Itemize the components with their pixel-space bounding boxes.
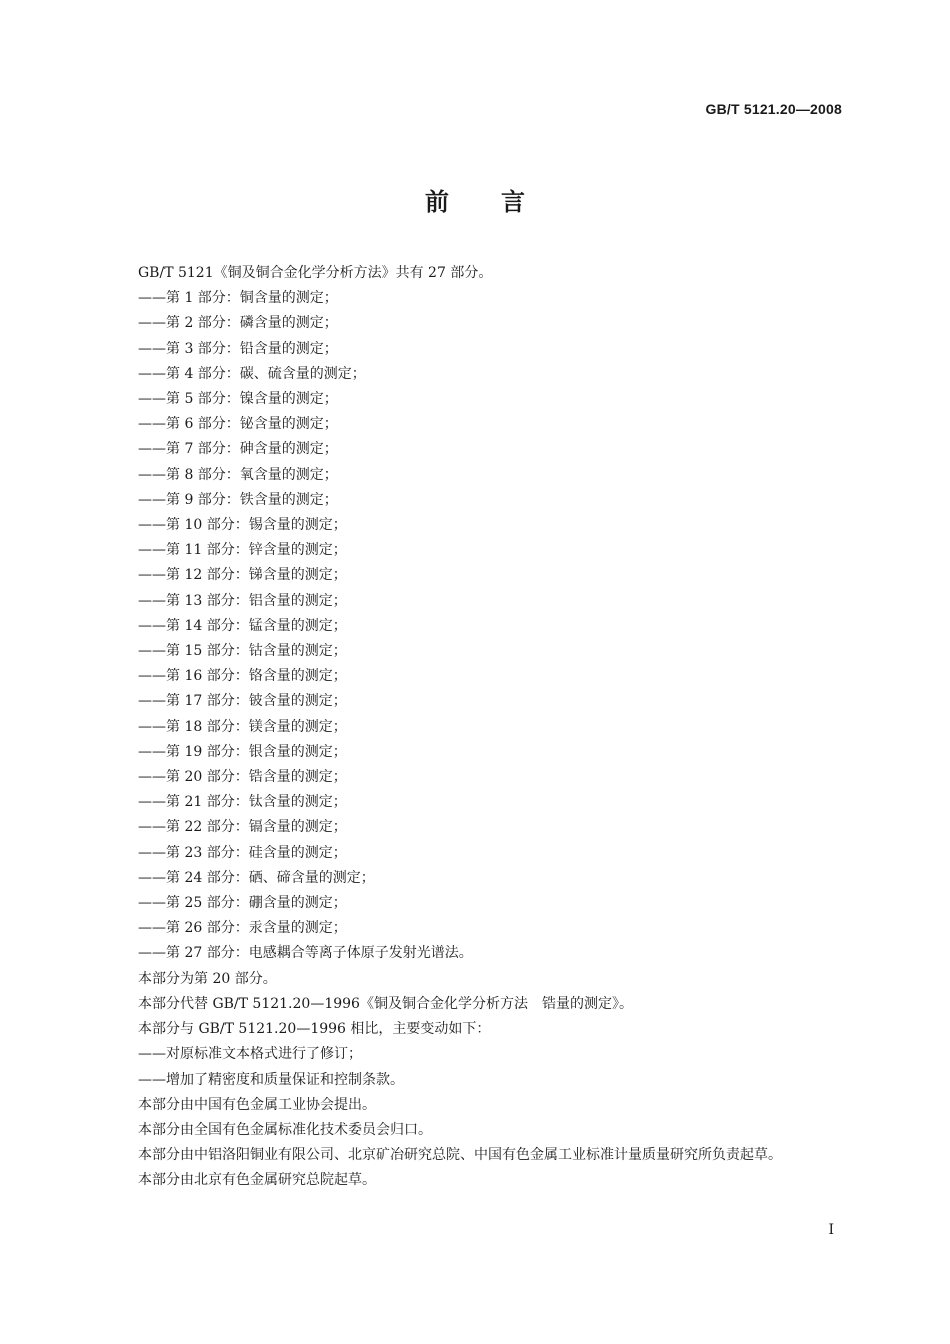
paragraph: ——第 8 部分：氧含量的测定； — [138, 466, 338, 483]
paragraph: ——第 13 部分：铝含量的测定； — [138, 592, 347, 609]
page-number: I — [828, 1222, 834, 1238]
paragraph: 本部分代替 GB/T 5121.20—1996《铜及铜合金化学分析方法 锆量的测定》。 — [138, 995, 633, 1012]
paragraph: ——第 3 部分：铅含量的测定； — [138, 340, 338, 357]
paragraph: ——第 17 部分：铍含量的测定； — [138, 693, 347, 710]
paragraph: ——第 25 部分：硼含量的测定； — [138, 895, 347, 912]
paragraph: ——第 27 部分：电感耦合等离子体原子发射光谱法。 — [138, 945, 473, 962]
paragraph: ——第 6 部分：铋含量的测定； — [138, 416, 338, 433]
paragraph: ——第 4 部分：碳、硫含量的测定； — [138, 365, 366, 382]
paragraph: ——第 12 部分：锑含量的测定； — [138, 567, 347, 584]
paragraph: ——第 10 部分：锡含量的测定； — [138, 517, 347, 534]
paragraph: 本部分由全国有色金属标准化技术委员会归口。 — [138, 1121, 432, 1138]
title-char-1: 前 — [425, 188, 449, 216]
foreword-body — [108, 261, 848, 1194]
paragraph: ——第 21 部分：钛含量的测定； — [138, 794, 347, 811]
paragraph: ——第 19 部分：银含量的测定； — [138, 743, 347, 760]
paragraph: ——第 1 部分：铜含量的测定； — [138, 290, 338, 307]
paragraph: GB/T 5121《铜及铜合金化学分析方法》共有 27 部分。 — [138, 265, 493, 281]
paragraph: 本部分与 GB/T 5121.20—1996 相比，主要变动如下： — [138, 1021, 491, 1038]
paragraph: ——第 2 部分：磷含量的测定； — [138, 315, 338, 332]
paragraph: 本部分由中国有色金属工业协会提出。 — [138, 1096, 376, 1113]
paragraph: ——第 20 部分：锆含量的测定； — [138, 769, 347, 786]
paragraph: ——第 18 部分：镁含量的测定； — [138, 718, 347, 735]
standard-code: GB/T 5121.20—2008 — [705, 101, 842, 117]
paragraph: 本部分由北京有色金属研究总院起草。 — [138, 1172, 376, 1189]
page-title — [0, 182, 950, 217]
paragraph: ——第 5 部分：镍含量的测定； — [138, 391, 338, 408]
paragraph: 本部分由中铝洛阳铜业有限公司、北京矿冶研究总院、中国有色金属工业标准计量质量研究所负责起草。 — [138, 1147, 782, 1164]
paragraph: ——第 14 部分：锰含量的测定； — [138, 617, 347, 634]
title-char-2: 言 — [501, 188, 525, 216]
paragraph: ——第 23 部分：硅含量的测定； — [138, 844, 347, 861]
paragraph: ——第 24 部分：硒、碲含量的测定； — [138, 869, 375, 886]
paragraph: ——第 16 部分：铬含量的测定； — [138, 668, 347, 685]
paragraph: ——第 7 部分：砷含量的测定； — [138, 441, 338, 458]
paragraph: ——对原标准文本格式进行了修订； — [138, 1046, 362, 1063]
paragraph: ——第 11 部分：锌含量的测定； — [138, 542, 347, 559]
paragraph: ——第 9 部分：铁含量的测定； — [138, 491, 338, 508]
paragraph: ——第 15 部分：钴含量的测定； — [138, 643, 347, 660]
paragraph: ——第 26 部分：汞含量的测定； — [138, 920, 347, 937]
paragraph: ——增加了精密度和质量保证和控制条款。 — [138, 1071, 404, 1088]
paragraph: ——第 22 部分：镉含量的测定； — [138, 819, 347, 836]
paragraph: 本部分为第 20 部分。 — [138, 970, 277, 987]
